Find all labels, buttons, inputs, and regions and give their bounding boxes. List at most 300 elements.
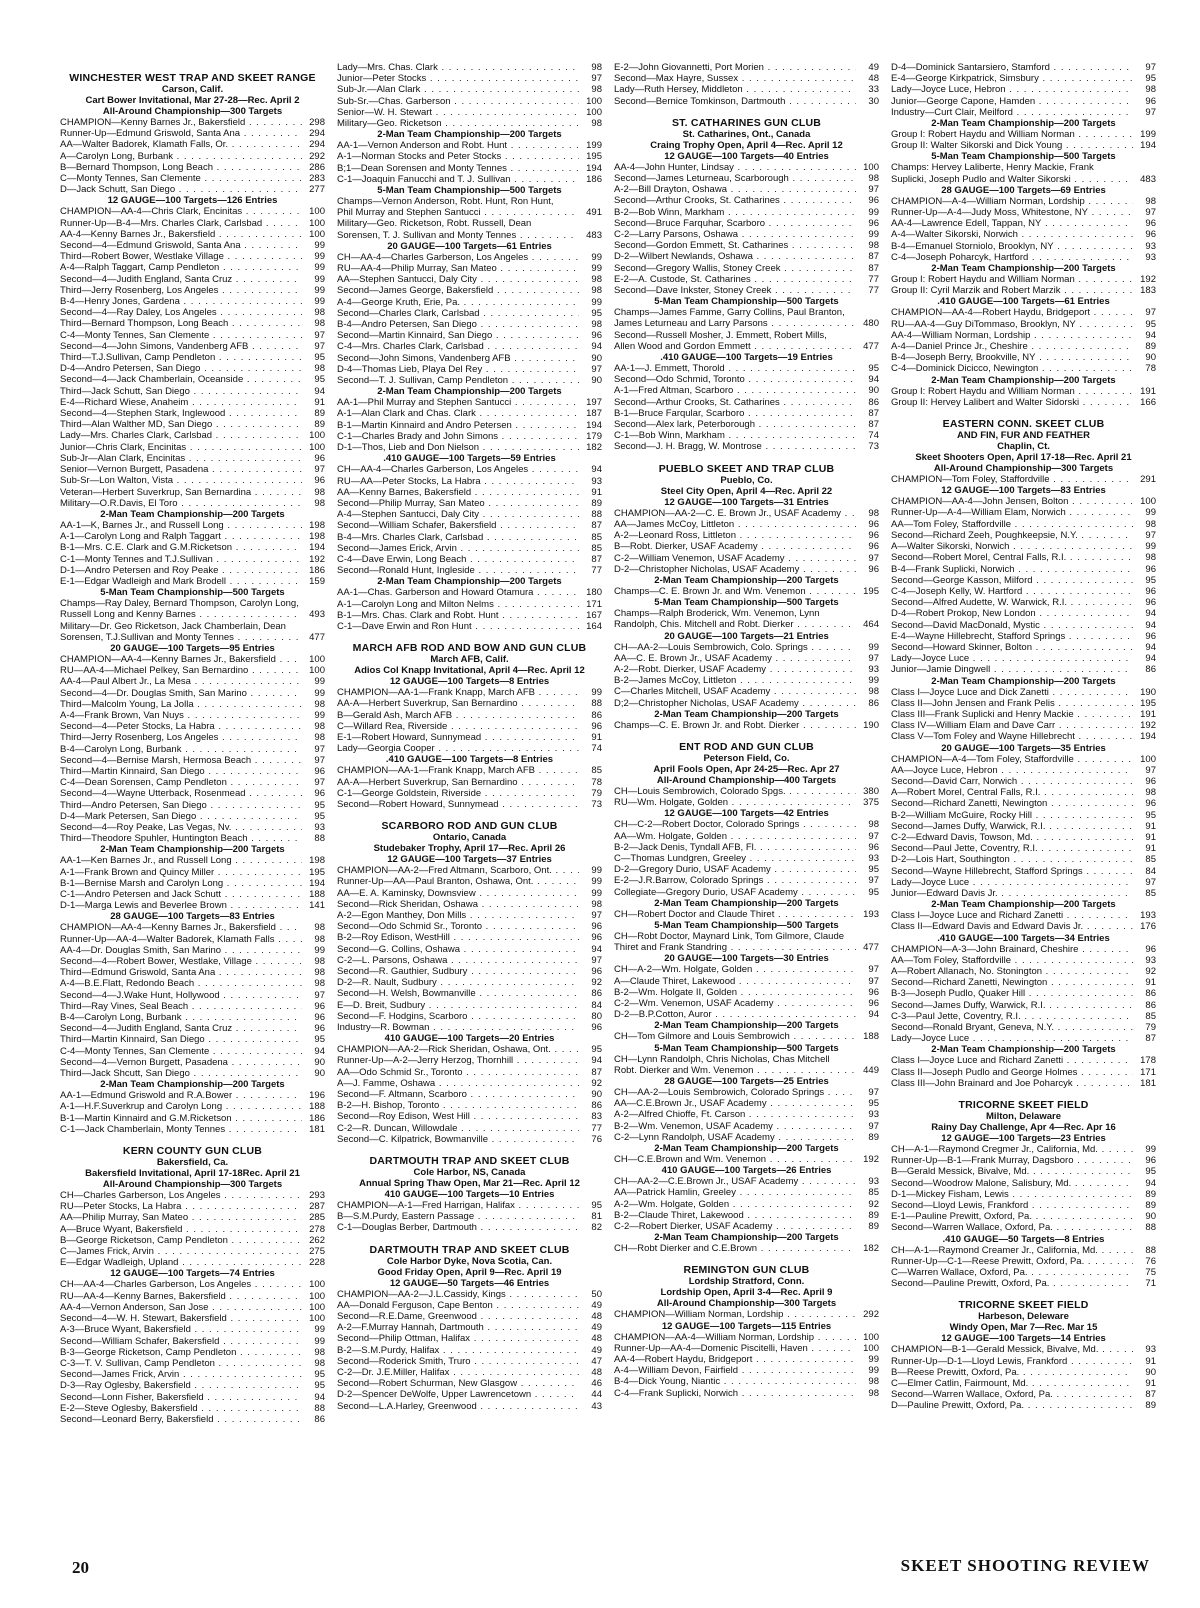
score: 97: [591, 954, 602, 966]
score: 96: [314, 788, 325, 800]
result-row: [891, 1344, 1156, 1355]
result-row: [337, 888, 602, 899]
shooter-name: AA-4—William Norman, Lordship . . .: [891, 330, 1133, 341]
result-row: [337, 865, 602, 876]
result-row: [614, 1176, 879, 1187]
result-row: [337, 1389, 602, 1400]
result-row: [614, 976, 879, 987]
shooter-name: B-4—Carolyn Long, Burbank . . .: [60, 744, 302, 755]
shooter-name: James Leturneau and Larry Parsons . . .: [614, 318, 856, 329]
shooter-name: Runner-Up—AA-4—Domenic Piscitelli, Haven . . .: [614, 1343, 856, 1354]
shooter-name: AA-4—John Hunter, Lindsay . . .: [614, 162, 856, 173]
result-row: [60, 475, 325, 486]
result-row: [337, 62, 602, 73]
score: 194: [586, 419, 602, 431]
result-row: [614, 619, 879, 630]
score: 86: [1145, 664, 1156, 676]
result-row: [614, 195, 879, 206]
result-row: [614, 419, 879, 430]
score: 90: [868, 385, 879, 397]
shooter-name: Second—4—Jack Chamberlain, Oceanside . . .: [60, 374, 302, 385]
score: 192: [1140, 274, 1156, 286]
result-row: [891, 519, 1156, 530]
result-row: [337, 966, 602, 977]
result-row: [891, 888, 1156, 899]
result-row: [60, 1235, 325, 1246]
result-row: [60, 184, 325, 195]
shooter-name: C-3—Paul Jette, Coventry, R.I. . . .: [891, 1011, 1133, 1022]
shooter-name: Lady—Ruth Hersey, Middleton . . .: [614, 84, 856, 95]
score: 95: [1145, 574, 1156, 586]
result-row: [60, 1347, 325, 1358]
club-name: DARTMOUTH TRAP AND SKEET CLUB: [369, 1155, 570, 1168]
score: 33: [868, 84, 879, 96]
result-row: [60, 1124, 325, 1135]
shooter-name: Junior—Jamie Dingwell . . .: [891, 664, 1133, 675]
result-row: [891, 285, 1156, 296]
score: 96: [591, 966, 602, 977]
result-row: [614, 96, 879, 107]
result-row: [337, 932, 602, 943]
result-row: [337, 532, 602, 543]
result-row: [337, 732, 602, 743]
result-row: [614, 608, 879, 619]
shooter-name: CH—A-2—Wm. Holgate, Golden . . .: [614, 964, 856, 975]
shooter-name: Second—John Simons, Vandenberg AFB . . .: [337, 353, 579, 364]
shooter-name: Group I: Robert Haydu and William Norman . . .: [891, 129, 1133, 140]
score: 277: [309, 184, 325, 196]
shooter-name: Second—Lloyd Lewis, Frankford . . .: [891, 1200, 1133, 1211]
result-row: [891, 877, 1156, 888]
shooter-name: CHAMPION—William Norman, Lordship . . .: [614, 1309, 856, 1320]
result-row: [614, 1109, 879, 1120]
shooter-name: D-4—Robert Prokop, New London . . .: [891, 608, 1133, 619]
shooter-name: Second—4—Dr. Douglas Smith, San Marino . . .: [60, 688, 302, 699]
result-row: [337, 899, 602, 910]
shooter-name: RU—AA—Peter Stocks, La Habra . . .: [337, 476, 579, 487]
shooter-name: A-1—Fred Altman, Scarboro . . .: [614, 385, 856, 396]
score: 93: [1145, 954, 1156, 966]
shooter-name: C—Elmer Catlin, Fairmount, Md. . . .: [891, 1378, 1133, 1389]
score: 99: [591, 887, 602, 899]
event-heading: 5-Man Team Championship—500 Targets: [654, 1042, 839, 1054]
score: 88: [314, 1402, 325, 1414]
result-row: [60, 1257, 325, 1268]
result-row: [60, 676, 325, 687]
shooter-name: CHAMPION—AA-4—Kenny Barnes Jr., Bakersfield . . .: [60, 922, 302, 933]
shooter-name: B-3—George Ricketson, Camp Pendleton . . .: [60, 1347, 302, 1358]
shooter-name: Second—C. Kilpatrick, Bowmanville . . .: [337, 1134, 579, 1145]
shooter-name: D-4—Thomas Lieb, Playa Del Rey . . .: [337, 364, 579, 375]
result-row: [891, 496, 1156, 507]
score: 95: [591, 1200, 602, 1212]
shooter-name: Second—4—W. H. Stewart, Bakersfield . . .: [60, 1313, 302, 1324]
score: 97: [591, 73, 602, 85]
result-row: [337, 207, 602, 218]
score: 91: [591, 486, 602, 498]
score: 91: [1145, 831, 1156, 843]
club-name: PUEBLO SKEET AND TRAP CLUB: [658, 462, 835, 475]
event-heading: Pueblo, Co.: [720, 474, 773, 486]
score: 96: [868, 518, 879, 530]
score: 98: [868, 1376, 879, 1388]
score: 89: [1145, 1200, 1156, 1212]
result-row: [891, 832, 1156, 843]
shooter-name: A-2—Robt. Dierker, USAF Academy . . .: [614, 664, 856, 675]
result-row: [337, 721, 602, 732]
score: 480: [863, 318, 879, 330]
shooter-name: D-2—Gregory Durio, USAF Academy . . .: [614, 864, 856, 875]
result-row: [614, 1243, 879, 1254]
score: 50: [591, 1288, 602, 1300]
score: 77: [591, 565, 602, 577]
result-row: [891, 229, 1156, 240]
event-heading: 2-Man Team Championship—200 Targets: [654, 897, 839, 909]
event-heading: April Fools Open, Apr 24-25—Rec. Apr 27: [653, 763, 840, 775]
score: 91: [1145, 977, 1156, 989]
shooter-name: D-2—Spencer DeWolfe, Upper Lawrencetown . . .: [337, 1389, 579, 1400]
event-heading: 2-Man Team Championship—200 Targets: [377, 386, 562, 398]
score: 86: [868, 396, 879, 408]
score: 96: [591, 720, 602, 732]
result-row: [337, 1044, 602, 1055]
result-row: [337, 375, 602, 386]
shooter-name: AA-4—Kenny Barnes Jr., Bakersfield . . .: [60, 229, 302, 240]
result-row: [337, 977, 602, 988]
shooter-name: Second—4—J.Wake Hunt, Hollywood . . .: [60, 990, 302, 1001]
result-row: [614, 586, 879, 597]
result-row: [60, 1414, 325, 1425]
shooter-name: Class I—Joyce Luce and Richard Zanetti . . .: [891, 910, 1133, 921]
shooter-name: D—Jack Schutt, San Diego . . .: [60, 184, 302, 195]
score: 196: [309, 1090, 325, 1102]
result-row: [891, 196, 1156, 207]
score: 90: [591, 1089, 602, 1101]
shooter-name: C-4—Mrs. Charles Clark, Carlsbad . . .: [337, 341, 579, 352]
score: 94: [868, 1009, 879, 1021]
result-row: [891, 1011, 1156, 1022]
score: 186: [309, 564, 325, 576]
score: 159: [309, 575, 325, 587]
event-heading: 2-Man Team Championship—200 Targets: [931, 263, 1116, 275]
result-row: [337, 196, 602, 207]
shooter-name: Lady—Mrs. Charles Clark, Carlsbad . . .: [60, 430, 302, 441]
result-row: [337, 1289, 602, 1300]
result-row: [614, 73, 879, 84]
column-3: [614, 62, 879, 1542]
result-row: [60, 1291, 325, 1302]
score: 49: [591, 1299, 602, 1311]
result-row: [337, 565, 602, 576]
event-heading: 5-Man Team Championship—500 Targets: [931, 151, 1116, 163]
shooter-name: Class IV—William Elam and Dave Carr . . .: [891, 720, 1133, 731]
score: 89: [868, 1221, 879, 1233]
shooter-name: Second—Rick Sheridan, Oshawa . . .: [337, 899, 579, 910]
score: 95: [314, 1380, 325, 1392]
shooter-name: E-2—John Giovannetti, Port Morien . . .: [614, 62, 856, 73]
shooter-name: CHAMPION—AA-1—Frank Knapp, March AFB . . .: [337, 687, 579, 698]
result-row: [891, 341, 1156, 352]
result-row: [614, 1199, 879, 1210]
score: 191: [1140, 708, 1156, 720]
shooter-name: Class III—Frank Suplicki and Henry Mackie . . .: [891, 709, 1133, 720]
shooter-name: Junior—George Capone, Hamden . . .: [891, 96, 1133, 107]
shooter-name: A-2—Leonard Ross, Littleton . . .: [614, 530, 856, 541]
event-heading: 12 GAUGE—100 Targets—8 Entries: [389, 676, 550, 688]
result-row: [337, 1123, 602, 1134]
shooter-name: Second—Woodrow Malone, Salisbury, Md. . . .: [891, 1178, 1133, 1189]
shooter-name: Lady—Joyce Luce . . .: [891, 653, 1133, 664]
shooter-name: A—Carolyn Long, Burbank . . .: [60, 151, 302, 162]
result-row: [60, 1101, 325, 1112]
score: 89: [1145, 341, 1156, 353]
result-row: [891, 910, 1156, 921]
shooter-name: Second—Gordon Emmett, St. Catharines . . .: [614, 240, 856, 251]
event-heading: 5-Man Team Championship—500 Targets: [654, 597, 839, 609]
result-row: [337, 107, 602, 118]
score: 98: [314, 967, 325, 979]
score: 99: [868, 1354, 879, 1366]
result-row: [337, 174, 602, 185]
result-row: [891, 944, 1156, 955]
shooter-name: C-2—Dr. J.E.Miller, Halifax . . .: [337, 1367, 579, 1378]
result-row: [337, 364, 602, 375]
result-row: [337, 698, 602, 709]
result-row: [60, 732, 325, 743]
shooter-name: Lady—Mrs. Chas. Clark . . .: [337, 62, 579, 73]
result-row: [891, 843, 1156, 854]
result-row: [891, 274, 1156, 285]
result-row: [891, 1155, 1156, 1166]
score: 197: [586, 397, 602, 409]
score: 167: [586, 609, 602, 621]
result-row: [891, 1356, 1156, 1367]
shooter-name: Second—Pauline Prewitt, Oxford, Pa. . . .: [891, 1278, 1133, 1289]
shooter-name: B-2—Claude Thiret, Lakewood . . .: [614, 1210, 856, 1221]
result-row: [337, 520, 602, 531]
score: 97: [1145, 307, 1156, 319]
result-row: [891, 1178, 1156, 1189]
score: 98: [591, 62, 602, 73]
score: 287: [309, 1201, 325, 1213]
event-heading: 2-Man Team Championship—200 Targets: [654, 1143, 839, 1155]
shooter-name: AA-4—Paul Albert Jr., La Mesa . . .: [60, 676, 302, 687]
result-row: [60, 408, 325, 419]
result-row: [337, 1000, 602, 1011]
shooter-name: B—Bernard Thompson, Long Beach . . .: [60, 162, 302, 173]
score: 298: [309, 117, 325, 128]
result-row: [891, 1367, 1156, 1378]
shooter-name: Group II: Cyril Marzik and Robert Marzik . . .: [891, 285, 1133, 296]
score: 95: [314, 799, 325, 811]
shooter-name: Second—Warren Wallace, Oxford, Pa. . . .: [891, 1389, 1133, 1400]
shooter-name: Second—George Kasson, Milford . . .: [891, 575, 1133, 586]
score: 98: [314, 307, 325, 319]
result-row: [891, 162, 1156, 173]
shooter-name: Class III—John Brainard and Joe Poharcyk . . .: [891, 1078, 1133, 1089]
shooter-name: D-2—Wilbert Newlands, Oshawa . . .: [614, 251, 856, 262]
score: 97: [868, 964, 879, 976]
event-heading: Rainy Day Challenge, Apr 4—Rec. Apr 16: [931, 1122, 1116, 1134]
score: 86: [1145, 999, 1156, 1011]
score: 141: [309, 900, 325, 912]
score: 98: [591, 84, 602, 96]
shooter-name: Second—Alex lark, Peterborough . . .: [614, 419, 856, 430]
shooter-name: Second—J. H. Bragg, W. Montrose . . .: [614, 441, 856, 452]
score: 96: [868, 986, 879, 998]
event-heading: All-Around Championship—300 Targets: [102, 1179, 283, 1191]
shooter-name: Second—Richard Zanetti, Newington . . .: [891, 798, 1133, 809]
result-row: [614, 887, 879, 898]
shooter-name: Sub-Sr—Lon Walton, Vista . . .: [60, 475, 302, 486]
shooter-name: D—Pauline Prewitt, Oxford, Pa. . . .: [891, 1400, 1133, 1411]
score: 87: [868, 251, 879, 263]
result-row: [891, 720, 1156, 731]
club-name: EASTERN CONN. SKEET CLUB: [942, 418, 1105, 431]
score: 98: [868, 507, 879, 519]
result-row: [60, 1057, 325, 1068]
shooter-name: A-4—Daniel Prince Jr., Cheshire . . .: [891, 341, 1133, 352]
shooter-name: Robt. Dierker and Wm. Venemon . . .: [614, 1065, 856, 1076]
result-row: [614, 1388, 879, 1399]
shooter-name: AA—Odo Schmid Sr., Toronto . . .: [337, 1067, 579, 1078]
score: 188: [309, 889, 325, 900]
score: 97: [1145, 529, 1156, 541]
result-row: [614, 240, 879, 251]
shooter-name: CH—AA-2—C.E.Brown Jr., USAF Academy . . .: [614, 1176, 856, 1187]
result-row: [891, 1067, 1156, 1078]
result-row: [614, 274, 879, 285]
score: 291: [1140, 474, 1156, 486]
event-heading: 28 GAUGE—100 Targets—69 Entries: [941, 184, 1106, 196]
shooter-name: Second—Robert Morel, Central Falls, R.I. . . .: [891, 552, 1133, 563]
result-row: [891, 787, 1156, 798]
shooter-name: CHAMPION—AA-4—Kenny Barnes Jr., Bakersfield . . .: [60, 654, 302, 665]
score: 43: [591, 1400, 602, 1412]
shooter-name: Champs—James Famme, Garry Collins, Paul Branton,: [614, 307, 845, 319]
score: 96: [1145, 585, 1156, 597]
shooter-name: CHAMPION—AA-4—William Norman, Lordship . . .: [614, 1332, 856, 1343]
result-row: [337, 1111, 602, 1122]
score: 93: [591, 475, 602, 487]
result-row: [60, 531, 325, 542]
shooter-name: Second—Odo Schmid Sr., Toronto . . .: [337, 921, 579, 932]
shooter-name: A-1—Frank Brown and Quincy Miller . . .: [60, 867, 302, 878]
shooter-name: A-1—Carolyn Long and Milton Nelms . . .: [337, 599, 579, 610]
event-heading: 410 GAUGE—100 Targets—20 Entries: [384, 1033, 555, 1045]
shooter-name: AA-1—Phil Murray and Stephen Santucci . . .: [337, 397, 579, 408]
shooter-name: B-2—Wm. Holgate II, Golden . . .: [614, 987, 856, 998]
score: 294: [309, 128, 325, 140]
event-heading: .410 GAUGE—100 Targets—8 Entries: [385, 754, 554, 766]
result-row: [60, 855, 325, 866]
score: 99: [591, 687, 602, 699]
result-row: [891, 653, 1156, 664]
score: 49: [591, 1344, 602, 1356]
club-name: WINCHESTER WEST TRAP AND SKEET RANGE: [69, 72, 316, 84]
shooter-name: Industry—R. Bowman . . .: [337, 1022, 579, 1033]
result-row: [614, 173, 879, 184]
shooter-name: Lady—Georgia Cooper . . .: [337, 743, 579, 754]
shooter-name: Second—Philip Ottman, Halifax . . .: [337, 1333, 579, 1344]
result-row: [614, 1332, 879, 1343]
result-row: [60, 139, 325, 150]
result-row: [891, 564, 1156, 575]
score: 91: [1145, 1378, 1156, 1390]
score: 194: [586, 162, 602, 174]
shooter-name: Sorensen, T.J.Sullivan and Monty Tennes . . .: [60, 632, 302, 643]
score: 94: [591, 464, 602, 476]
score: 98: [314, 1346, 325, 1358]
shooter-name: CHAMPION—AA-2—Fred Altmann, Scarboro, Ont. . . .: [337, 865, 579, 876]
shooter-name: A—J. Famme, Oshawa . . .: [337, 1078, 579, 1089]
result-row: [60, 453, 325, 464]
score: 80: [591, 1010, 602, 1022]
score: 99: [591, 876, 602, 888]
result-row: [60, 520, 325, 531]
result-row: [891, 664, 1156, 675]
result-row: [60, 800, 325, 811]
result-row: [60, 609, 325, 620]
shooter-name: Second—G. Collins, Oshawa . . .: [337, 944, 579, 955]
shooter-name: CHAMPION—AA-4—Chris Clark, Encinitas . . .: [60, 206, 302, 217]
result-row: [337, 297, 602, 308]
club-name: TRICORNE SKEET FIELD: [958, 1099, 1089, 1112]
result-row: [891, 754, 1156, 765]
result-row: [614, 998, 879, 1009]
event-heading: 2-Man Team Championship—200 Targets: [931, 899, 1116, 911]
score: 477: [863, 340, 879, 352]
score: 87: [868, 262, 879, 274]
score: 194: [309, 877, 325, 889]
score: 195: [309, 866, 325, 878]
result-row: [614, 218, 879, 229]
shooter-name: Third—Ray Vines, Seal Beach . . .: [60, 1001, 302, 1012]
score: 100: [309, 1313, 325, 1325]
score: 100: [1140, 496, 1156, 508]
shooter-name: A-4—Ralph Taggart, Camp Pendleton . . .: [60, 262, 302, 273]
event-heading: Skeet Shooters Open, April 17-18—Rec. April 21: [915, 452, 1132, 464]
score: 99: [314, 296, 325, 308]
result-row: [60, 576, 325, 587]
shooter-name: Second—Arthur Crooks, St. Catharines . . .: [614, 397, 856, 408]
shooter-name: A-2—Alfred Chioffe, Ft. Carson . . .: [614, 1109, 856, 1120]
score: 94: [591, 341, 602, 353]
score: 85: [591, 765, 602, 777]
result-row: [60, 262, 325, 273]
shooter-name: CHAMPION—Tom Foley, Staffordville . . .: [891, 474, 1133, 485]
shooter-name: Second—4—Judith England, Santa Cruz . . .: [60, 1023, 302, 1034]
score: 89: [591, 497, 602, 509]
shooter-name: C-2—Robert Dierker, USAF Academy . . .: [614, 1221, 856, 1232]
score: 98: [1145, 552, 1156, 564]
event-heading: AND FIN, FUR AND FEATHER: [957, 430, 1090, 442]
shooter-name: Second—Alfred Audette, W. Warwick, R.I. . . .: [891, 597, 1133, 608]
result-row: [337, 765, 602, 776]
page-number: 20: [72, 1558, 89, 1577]
result-row: [891, 1278, 1156, 1289]
result-row: [891, 1245, 1156, 1256]
event-heading: 2-Man Team Championship—200 Targets: [654, 1232, 839, 1244]
shooter-name: B-4—Henry Jones, Gardena . . .: [60, 296, 302, 307]
result-row: [614, 263, 879, 274]
result-row: [60, 945, 325, 956]
result-row: [337, 118, 602, 129]
shooter-name: C—Warren Wallace, Oxford, Pa. . . .: [891, 1267, 1133, 1278]
shooter-name: Lady—Joyce Luce . . .: [891, 877, 1133, 888]
score: 194: [309, 542, 325, 554]
score: 98: [591, 274, 602, 286]
